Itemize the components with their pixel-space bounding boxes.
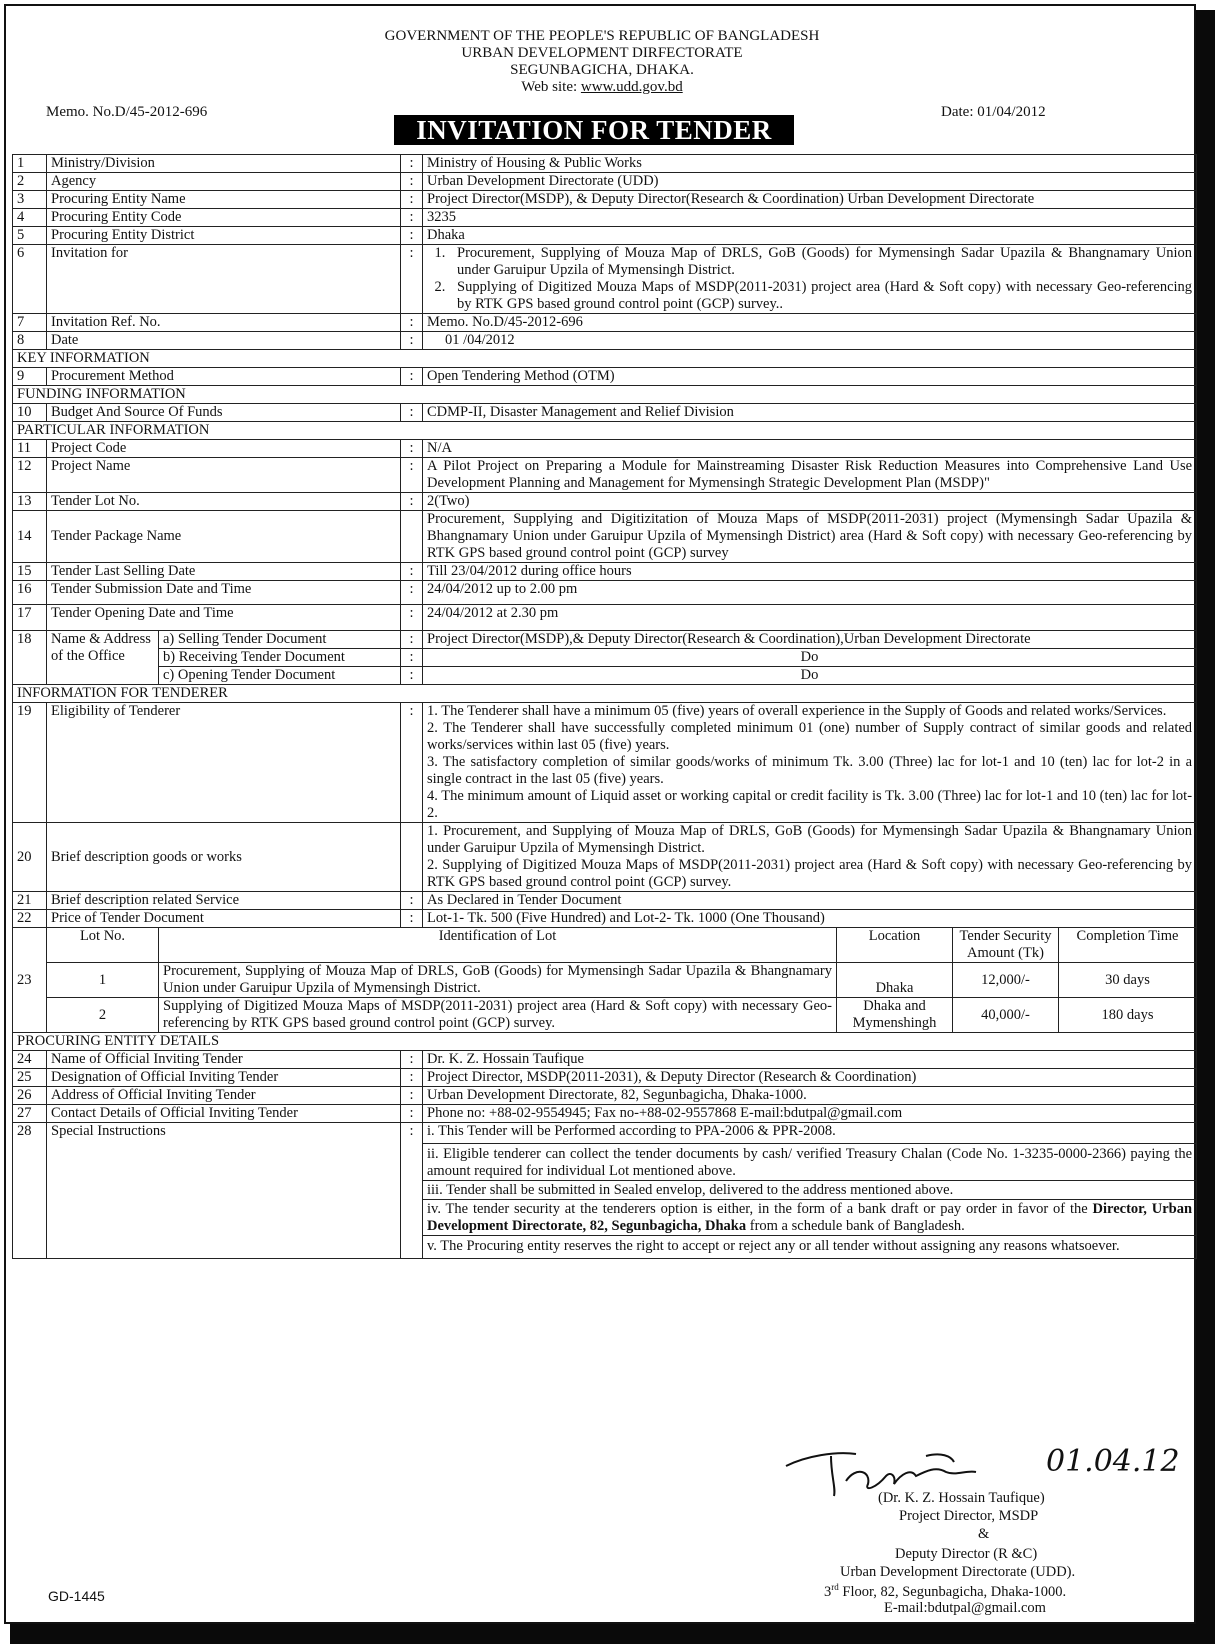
table-row: 26 Address of Official Inviting Tender : Urban Development Directorate, 82, Segunbagicha, Dhaka-1000. — [13, 1087, 1197, 1105]
list-item: 2. Supplying of Digitized Mouza Maps of MSDP(2011-2031) project area (Hard & Soft copy) with necessary Geo-referencing by RTK GPS based ground control point (GCP) survey.. — [449, 279, 1192, 313]
page-shadow-right — [1196, 10, 1215, 1644]
page-title: INVITATION FOR TENDER — [394, 115, 794, 145]
signatory-title-2: Deputy Director (R &C) — [895, 1546, 1038, 1562]
table-row: 8 Date : 01 /04/2012 — [13, 332, 1197, 350]
signatory-address: 3rd Floor, 82, Segunbagicha, Dhaka-1000. — [824, 1582, 1067, 1600]
footer-code: GD-1445 — [48, 1588, 105, 1604]
table-row: c) Opening Tender Document : Do — [13, 667, 1197, 685]
tender-table — [12, 154, 1197, 1259]
table-row: 7 Invitation Ref. No. : Memo. No.D/45-2012-696 — [13, 314, 1197, 332]
table-row: 11 Project Code : N/A — [13, 440, 1197, 458]
signatory-name: (Dr. K. Z. Hossain Taufique) — [878, 1490, 1045, 1506]
table-row: 25 Designation of Official Inviting Tender : Project Director, MSDP(2011-2031), & Deputy Director (Research & Coordination) — [13, 1069, 1197, 1087]
table-row: 16 Tender Submission Date and Time : 24/04/2012 up to 2.00 pm — [13, 581, 1197, 605]
invitation-list — [427, 245, 1192, 313]
list-item: 2. Supplying of Digitized Mouza Maps of MSDP(2011-2031) project area (Hard & Soft copy) with necessary Geo-referencing by RTK GPS based ground control point (GCP) survey. — [427, 857, 1193, 890]
signatory-title-1: Project Director, MSDP — [899, 1508, 1039, 1524]
instruction-item: v. The Procuring entity reserves the right to accept or reject any or all tender without assigning any reasons whatsoever. — [427, 1238, 1120, 1254]
table-row: 21 Brief description related Service : As Declared in Tender Document — [13, 892, 1197, 910]
instruction-item: i. This Tender will be Performed according to PPA-2006 & PPR-2008. — [423, 1123, 1196, 1144]
table-row: 18 Name & Address of the Office a) Selling Tender Document : Project Director(MSDP),& Deputy Director(Research & Coordination),Urban Development Directorate — [13, 631, 1197, 649]
lot-table-header: Lot No. — [47, 928, 159, 963]
instruction-item: iii. Tender shall be submitted in Sealed envelop, delivered to the address mentioned above. — [423, 1181, 1196, 1200]
list-item: 1. Procurement, and Supplying of Mouza Map of DRLS, GoB (Goods) for Mymensingh Sadar Upazila & Bhangnamary Union under Garuipur Upzila of Mymensingh District. — [427, 823, 1193, 856]
table-row: 9 Procurement Method : Open Tendering Method (OTM) — [13, 368, 1197, 386]
table-row: 2 Agency : Urban Development Directorate (UDD) — [13, 173, 1197, 191]
location-header-line: SEGUNBAGICHA, DHAKA. — [510, 62, 694, 78]
instruction-item: iv. The tender security at the tenderers option is either, in the form of a bank draft or pay order in favor of the Director, Urban Development Directorate, 82, Segunbagicha, Dhaka from a schedule bank of Bangladesh. — [423, 1200, 1196, 1236]
table-row: 3 Procuring Entity Name : Project Director(MSDP), & Deputy Director(Research & Coordination) Urban Development Directorate — [13, 191, 1197, 209]
table-row: 17 Tender Opening Date and Time : 24/04/2012 at 2.30 pm — [13, 605, 1197, 631]
list-item: 4. The minimum amount of Liquid asset or working capital or credit facility is Tk. 3.00 (Three) lac for lot-1 and 10 (ten) lac for lot-2. — [427, 788, 1193, 821]
page-shadow-bottom — [10, 1624, 1215, 1644]
website-line — [6, 79, 1198, 96]
issue-date: Date: 01/04/2012 — [941, 104, 1046, 120]
table-row: 14 Tender Package Name Procurement, Supplying and Digitizitation of Mouza Maps of MSDP(2011-2031) project (Mymensingh Sadar Upazila & Bhangnamary Union under Garuipur Upzila of Mymensingh District) area (Hard & Soft copy) with necessary Geo-referencing by RTK GPS based ground control point (GCP) survey — [13, 511, 1197, 563]
list-item: 1. Procurement, Supplying of Mouza Map of DRLS, GoB (Goods) for Mymensingh Sadar Upazila & Bhangnamary Union under Garuipur Upzila of Mymensingh District. — [449, 245, 1192, 279]
table-row: 1 Ministry/Division : Ministry of Housing & Public Works — [13, 155, 1197, 173]
memo-number: Memo. No.D/45-2012-696 — [46, 104, 208, 120]
table-row: 15 Tender Last Selling Date : Till 23/04/2012 during office hours — [13, 563, 1197, 581]
signatory-amp: & — [978, 1526, 990, 1542]
table-row: 20 Brief description goods or works 1. Procurement, and Supplying of Mouza Map of DRLS, GoB (Goods) for Mymensingh Sadar Upazila & Bhangnamary Union under Garuipur Upzila of Mymensingh District. 2. Supplying of Digitized Mouza Maps of MSDP(2011-2031) project area (Hard & Soft copy) with necessary Geo-referencing by RTK GPS based ground control point (GCP) survey. — [13, 823, 1197, 892]
section-heading: KEY INFORMATION — [13, 350, 1197, 368]
directorate-header-line: URBAN DEVELOPMENT DIRFECTORATE — [461, 45, 743, 61]
section-heading: PARTICULAR INFORMATION — [13, 422, 1197, 440]
table-row: 22 Price of Tender Document : Lot-1- Tk. 500 (Five Hundred) and Lot-2- Tk. 1000 (One Thousand) — [13, 910, 1197, 928]
section-heading: FUNDING INFORMATION — [13, 386, 1197, 404]
lot-row: 1 Procurement, Supplying of Mouza Map of DRLS, GoB (Goods) for Mymensingh Sadar Upazila & Bhangnamary Union under Garuipur Upzila of Mymensingh District. Dhaka 12,000/- 30 days — [13, 963, 1197, 998]
table-row: 4 Procuring Entity Code : 3235 — [13, 209, 1197, 227]
table-row: 19 Eligibility of Tenderer : 1. The Tenderer shall have a minimum 05 (five) years of overall experience in the Supply of Goods and related works/Services. 2. The Tenderer shall have successfully completed minimum 01 (one) number of Supply contract of similar goods and related works/services within last 05 (five) years. 3. The satisfactory completion of similar goods/works of minimum Tk. 3.00 (Three) lac for lot-1 and 10 (ten) lac for lot-2 in a single contract in the last 05 (five) years. 4. The minimum amount of Liquid asset or working capital or credit facility is Tk. 3.00 (Three) lac for lot-1 and 10 (ten) lac for lot-2. — [13, 703, 1197, 823]
table-row: 10 Budget And Source Of Funds : CDMP-II, Disaster Management and Relief Division — [13, 404, 1197, 422]
list-item: 2. The Tenderer shall have successfully completed minimum 01 (one) number of Supply contract of similar goods and related works/services within last 05 (five) years. — [427, 720, 1193, 753]
website-label: Web site: — [521, 79, 578, 95]
list-item: 1. The Tenderer shall have a minimum 05 (five) years of overall experience in the Supply of Goods and related works/Services. — [427, 703, 1167, 719]
table-row: 12 Project Name : A Pilot Project on Preparing a Module for Mainstreaming Disaster Risk Reduction Measures into Comprehensive Land Use Development Planning and Management for Mymensingh Strategic Development Plan (MSDP)" — [13, 458, 1197, 493]
table-row: 5 Procuring Entity District : Dhaka — [13, 227, 1197, 245]
table-row: 28 Special Instructions : i. This Tender will be Performed according to PPA-2006 & PPR-2008. ii. Eligible tenderer can collect the tender documents by cash/ verified Treasury Chalan (Code No. 1-3235-0000-2366) paying the amount required for individual Lot mentioned above. iii. Tender shall be submitted in Sealed envelop, delivered to the address mentioned above. iv. The tender security at the tenderers option is either, in the form of a bank draft or pay order in favor of the Director, Urban Development Directorate, 82, Segunbagicha, Dhaka from a schedule bank of Bangladesh. v. The Procuring entity reserves the right to accept or reject any or all tender without assigning any reasons whatsoever. — [13, 1123, 1197, 1259]
table-row: b) Receiving Tender Document : Do — [13, 649, 1197, 667]
section-heading: INFORMATION FOR TENDERER — [13, 685, 1197, 703]
lot-header-row: 23 Lot No. Identification of Lot Location Tender Security Amount (Tk) Completion Time — [13, 928, 1197, 963]
signatory-org: Urban Development Directorate (UDD). — [840, 1564, 1076, 1580]
website-link[interactable]: www.udd.gov.bd — [580, 79, 683, 95]
table-row: 13 Tender Lot No. : 2(Two) — [13, 493, 1197, 511]
table-row: 27 Contact Details of Official Inviting Tender : Phone no: +88-02-9554945; Fax no-+88-02-9557868 E-mail:bdutpal@gmail.com — [13, 1105, 1197, 1123]
table-row: 6 Invitation for : 1. Procurement, Supplying of Mouza Map of DRLS, GoB (Goods) for Mymensingh Sadar Upazila & Bhangnamary Union under Garuipur Upzila of Mymensingh District. 2. Supplying of Digitized Mouza Maps of MSDP(2011-2031) project area (Hard & Soft copy) with necessary Geo-referencing by RTK GPS based ground control point (GCP) survey.. — [13, 245, 1197, 314]
section-heading: PROCURING ENTITY DETAILS — [13, 1033, 1197, 1051]
document-frame — [4, 4, 1196, 1624]
table-row: 24 Name of Official Inviting Tender : Dr. K. Z. Hossain Taufique — [13, 1051, 1197, 1069]
instruction-item: ii. Eligible tenderer can collect the tender documents by cash/ verified Treasury Chalan (Code No. 1-3235-0000-2366) paying the amount required for individual Lot mentioned above. — [423, 1144, 1196, 1181]
lot-row: 2 Supplying of Digitized Mouza Maps of MSDP(2011-2031) project area (Hard & Soft copy) with necessary Geo-referencing by RTK GPS based ground control point (GCP) survey. Dhaka and Mymenshingh 40,000/- 180 days — [13, 998, 1197, 1033]
gov-header-line: GOVERNMENT OF THE PEOPLE'S REPUBLIC OF BANGLADESH — [384, 28, 820, 44]
list-item: 3. The satisfactory completion of similar goods/works of minimum Tk. 3.00 (Three) lac for lot-1 and 10 (ten) lac for lot-2 in a single contract in the last 05 (five) years. — [427, 754, 1193, 787]
signatory-email: E-mail:bdutpal@gmail.com — [884, 1600, 1046, 1616]
handwritten-date: 01.04.12 — [1046, 1444, 1180, 1479]
